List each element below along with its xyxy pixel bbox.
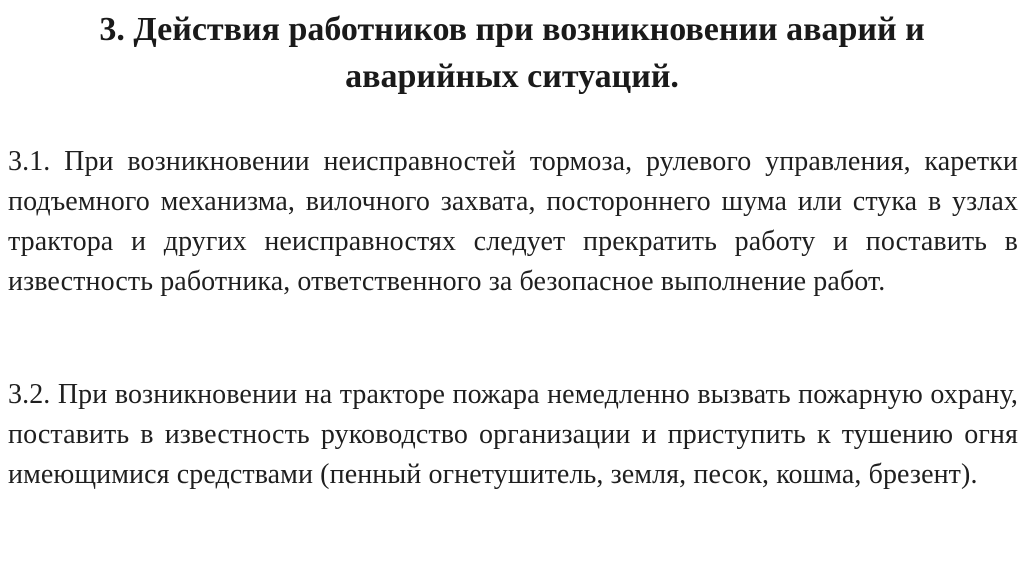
paragraph-3-2: 3.2. При возникновении на тракторе пожара немедленно вызвать пожарную охрану, поставить в известность руководство организации и приступить к тушению огня имеющимися средствами (пенный огнетушитель, земля, песок, кошма, брезент). [8,379,1018,490]
paragraph-3-1: 3.1. При возникновении неисправностей тормоза, рулевого управления, каретки подъемного механизма, вилочного захвата, постороннего шума или стука в узлах трактора и других неисправностях следует прекратить работу и поставить в известность работника, ответственного за безопасное выполнение работ. [8,146,1018,297]
slide-title: 3. Действия работников при возникновении аварий и аварийных ситуаций. [99,11,925,95]
